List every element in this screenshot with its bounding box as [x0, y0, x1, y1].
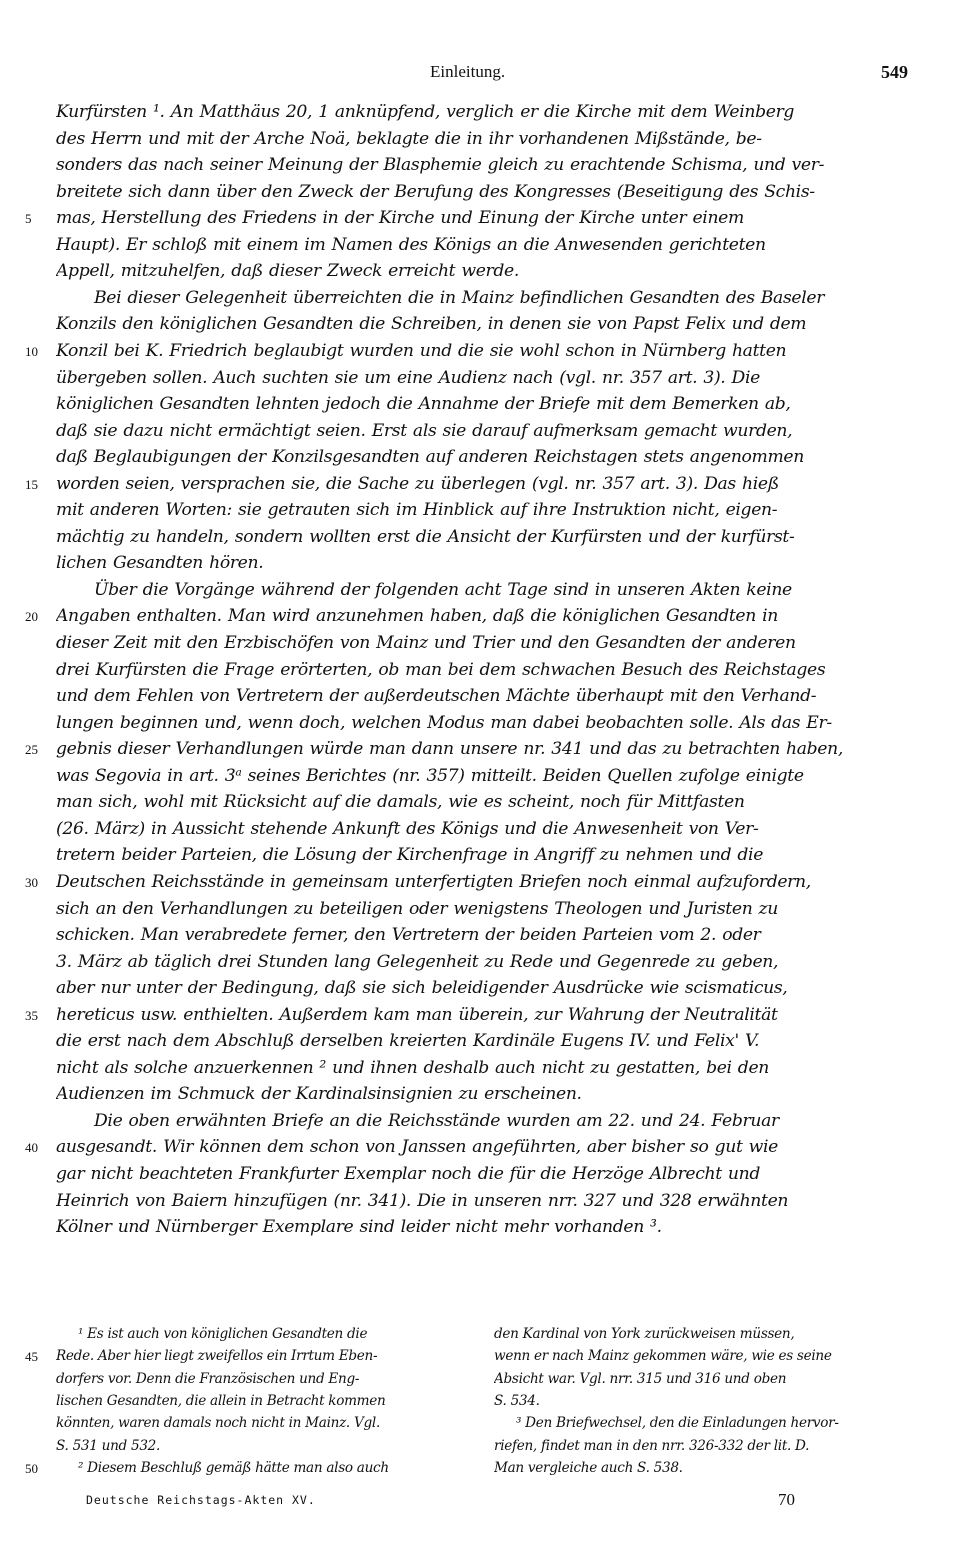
body-line: Über die Vorgänge während der folgenden acht Tage sind in unseren Akten keine	[94, 579, 792, 600]
body-line: des Herrn und mit der Arche Noä, beklagte die in ihr vorhandenen Mißstände, be-	[56, 128, 762, 149]
line-number: 20	[25, 609, 38, 625]
body-line: Heinrich von Baiern hinzufügen (nr. 341). Die in unseren nrr. 327 und 328 erwähnten	[56, 1190, 789, 1211]
footnote-line: könnten, waren damals noch nicht in Mainz. Vgl.	[56, 1415, 380, 1432]
footnote-line: Man vergleiche auch S. 538.	[494, 1459, 683, 1476]
body-line: Angaben enthalten. Man wird anzunehmen haben, daß die königlichen Gesandten in	[56, 606, 778, 627]
footnote-line: ¹ Es ist auch von königlichen Gesandten die	[78, 1326, 368, 1342]
body-line: breitete sich dann über den Zweck der Berufung des Kongresses (Beseitigung des Schis-	[56, 181, 815, 202]
body-line: mas, Herstellung des Friedens in der Kirche und Einung der Kirche unter einem	[56, 208, 744, 229]
body-line: worden seien, versprachen sie, die Sache zu überlegen (vgl. nr. 357 art. 3). Das hieß	[56, 473, 779, 494]
body-line: Audienzen im Schmuck der Kardinalsinsignien zu erscheinen.	[56, 1084, 582, 1105]
footnote-line: lischen Gesandten, die allein in Betracht kommen	[56, 1392, 386, 1409]
footnote-line: dorfers vor. Denn die Französischen und Eng-	[56, 1370, 360, 1387]
page-number: 549	[881, 62, 908, 82]
body-line: Kölner und Nürnberger Exemplare sind leider nicht mehr vorhanden ³.	[56, 1217, 662, 1238]
footnote-line: ² Diesem Beschluß gemäß hätte man also auch	[78, 1459, 389, 1476]
footnote-line: S. 534.	[494, 1392, 540, 1409]
body-line: mächtig zu handeln, sondern wollten erst die Ansicht der Kurfürsten und der kurfürst-	[56, 526, 795, 547]
body-line: gar nicht beachteten Frankfurter Exemplar noch die für die Herzöge Albrecht und	[56, 1164, 761, 1184]
line-number: 35	[25, 1007, 38, 1023]
footnote-line: den Kardinal von York zurückweisen müssen,	[494, 1326, 795, 1342]
running-title: Einleitung.	[430, 62, 506, 81]
body-line: drei Kurfürsten die Frage erörterten, ob man bei dem schwachen Besuch des Reichstages	[56, 659, 826, 680]
body-line: gebnis dieser Verhandlungen würde man dann unsere nr. 341 und das zu betrachten haben,	[56, 739, 843, 760]
body-line: (26. März) in Aussicht stehende Ankunft des Königs und die Anwesenheit von Ver-	[56, 818, 759, 839]
body-line: tretern beider Parteien, die Lösung der Kirchenfrage in Angriff zu nehmen und die	[56, 845, 764, 866]
line-number: 25	[25, 742, 38, 758]
footnote-line: Absicht war. Vgl. nrr. 315 und 316 und oben	[494, 1370, 787, 1387]
body-line: Haupt). Er schloß mit einem im Namen des Königs an die Anwesenden gerichteten	[56, 234, 766, 255]
body-line: schicken. Man verabredete ferner, den Vertretern der beiden Parteien vom 2. oder	[56, 925, 761, 946]
body-line: nicht als solche anzuerkennen ² und ihnen deshalb auch nicht zu gestatten, bei den	[56, 1057, 769, 1078]
body-line: königlichen Gesandten lehnten jedoch die Annahme der Briefe mit dem Bemerken ab,	[56, 394, 791, 415]
footnote-line: riefen, findet man in den nrr. 326-332 der lit. D.	[494, 1437, 810, 1454]
body-line: hereticus usw. enthielten. Außerdem kam man überein, zur Wahrung der Neutralität	[56, 1004, 778, 1025]
signature-mark: Deutsche Reichstags-Akten XV.	[86, 1493, 316, 1507]
body-line: 3. März ab täglich drei Stunden lang Gelegenheit zu Rede und Gegenrede zu geben,	[56, 951, 779, 972]
body-line: was Segovia in art. 3ᵃ seines Berichtes (nr. 357) mitteilt. Beiden Quellen zufolge einigte	[56, 765, 804, 786]
body-line: Kurfürsten ¹. An Matthäus 20, 1 anknüpfend, verglich er die Kirche mit dem Weinberg	[56, 102, 795, 122]
line-number: 30	[25, 874, 38, 890]
body-line: Konzil bei K. Friedrich beglaubigt wurden und die sie wohl schon in Nürnberg hatten	[56, 340, 787, 361]
body-line: aber nur unter der Bedingung, daß sie sich beleidigender Ausdrücke wie scismaticus,	[56, 978, 788, 999]
body-line: Deutschen Reichsstände in gemeinsam unterfertigten Briefen noch einmal aufzufordern,	[56, 871, 811, 892]
body-line: Die oben erwähnten Briefe an die Reichsstände wurden am 22. und 24. Februar	[94, 1110, 779, 1131]
body-line: und dem Fehlen von Vertretern der außerdeutschen Mächte überhaupt mit den Verhand-	[56, 686, 817, 707]
body-line: dieser Zeit mit den Erzbischöfen von Mainz und Trier und den Gesandten der anderen	[56, 633, 796, 653]
sheet-number: 70	[778, 1490, 795, 1509]
body-line: übergeben sollen. Auch suchten sie um eine Audienz nach (vgl. nr. 357 art. 3). Die	[56, 367, 760, 388]
line-number: 40	[25, 1140, 38, 1156]
body-line: Appell, mitzuhelfen, daß dieser Zweck erreicht werde.	[56, 261, 519, 282]
page-header	[0, 62, 960, 86]
line-number: 15	[25, 476, 38, 492]
body-line: ausgesandt. Wir können dem schon von Janssen angeführten, aber bisher so gut wie	[56, 1137, 778, 1158]
body-line: Konzils den königlichen Gesandten die Schreiben, in denen sie von Papst Felix und dem	[56, 314, 807, 335]
line-number: 10	[25, 343, 38, 359]
body-line: sich an den Verhandlungen zu beteiligen oder wenigstens Theologen und Juristen zu	[56, 898, 778, 919]
footnote-line: S. 531 und 532.	[56, 1437, 161, 1454]
line-number: 5	[25, 211, 32, 227]
body-line: Bei dieser Gelegenheit überreichten die in Mainz befindlichen Gesandten des Baseler	[94, 287, 825, 308]
line-number: 50	[25, 1460, 38, 1476]
footnote-line: wenn er nach Mainz gekommen wäre, wie es seine	[494, 1348, 832, 1365]
body-line: lichen Gesandten hören.	[56, 553, 264, 574]
footnote-line: ³ Den Briefwechsel, den die Einladungen hervor-	[516, 1415, 839, 1432]
body-line: daß sie dazu nicht ermächtigt seien. Erst als sie darauf aufmerksam gemacht wurden,	[56, 420, 793, 441]
body-line: lungen beginnen und, wenn doch, welchen Modus man dabei beobachten solle. Als das Er-	[56, 712, 832, 733]
body-line: sonders das nach seiner Meinung der Blasphemie gleich zu erachtende Schisma, und ver-	[56, 155, 825, 176]
footnote-line: Rede. Aber hier liegt zweifellos ein Irrtum Eben-	[56, 1348, 378, 1365]
body-line: die erst nach dem Abschluß derselben kreierten Kardinäle Eugens IV. und Felix' V.	[56, 1031, 760, 1052]
body-line: daß Beglaubigungen der Konzilsgesandten auf anderen Reichstagen stets angenommen	[56, 447, 804, 468]
body-line: mit anderen Worten: sie getrauten sich im Hinblick auf ihre Instruktion nicht, eigen-	[56, 500, 778, 521]
line-number: 45	[25, 1349, 38, 1365]
body-line: man sich, wohl mit Rücksicht auf die damals, wie es scheint, noch für Mittfasten	[56, 792, 745, 813]
